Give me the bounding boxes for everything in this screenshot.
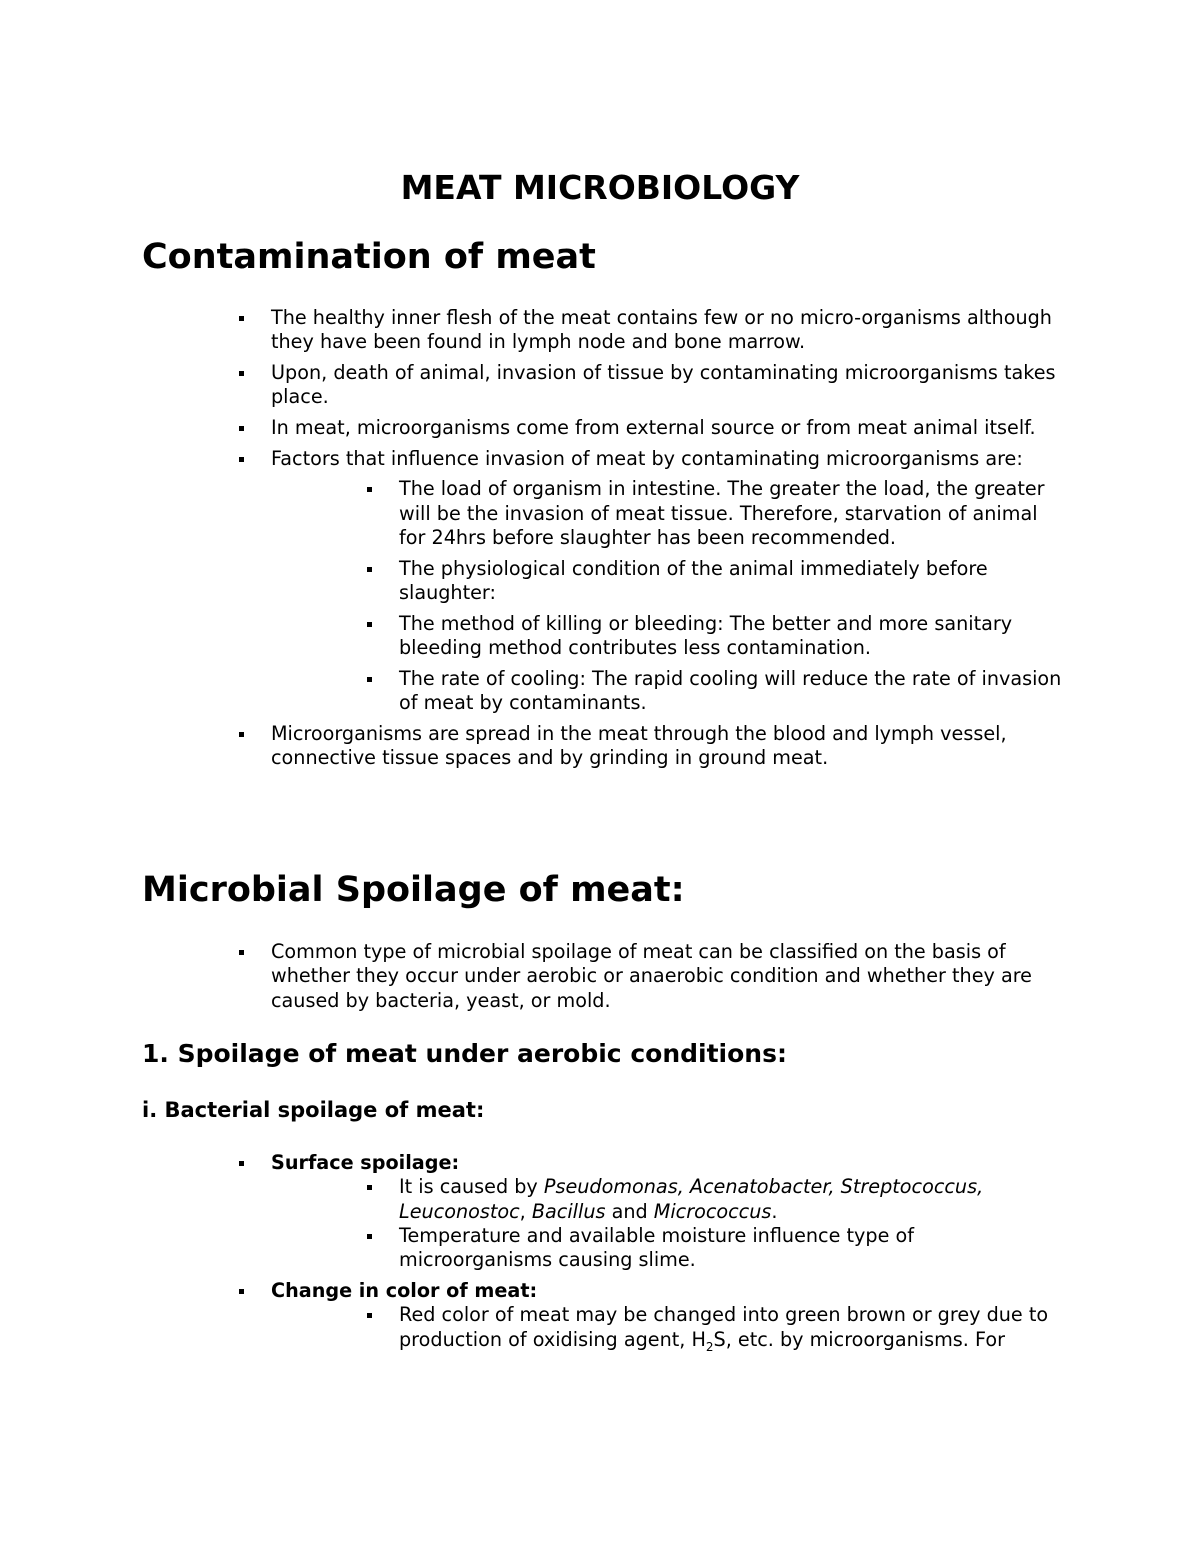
heading-aerobic-spoilage: 1. Spoilage of meat under aerobic conditions: [142, 1039, 787, 1068]
color-change-text: Red color of meat may be changed into green brown or grey due to production of oxidising agent, H [399, 1303, 1049, 1351]
list-item [399, 1303, 1069, 1352]
and-text: and [605, 1199, 654, 1223]
heading-contamination-of-meat: Contamination of meat [142, 237, 596, 277]
comma-text: , [519, 1199, 532, 1223]
list-item: Upon, death of animal, invasion of tissue by contaminating microorganisms takes place. [271, 361, 1071, 410]
spoilage-bullet-list [271, 940, 1071, 1019]
surface-spoilage-label: Surface spoilage: [271, 1151, 460, 1174]
period-text: . [771, 1199, 778, 1223]
list-item: Common type of microbial spoilage of meat can be classified on the basis of whether they occur under aerobic or anaerobic condition and whether they are caused by bacteria, yeast, or mold. [271, 940, 1071, 1013]
organism-names: Pseudomonas, Acenatobacter, Streptococcus, Leuconostoc [399, 1175, 984, 1223]
subscript-two: 2 [705, 1339, 714, 1354]
list-item: The rate of cooling: The rapid cooling will reduce the rate of invasion of meat by contaminants. [399, 667, 1069, 716]
heading-bacterial-spoilage: i. Bacterial spoilage of meat: [142, 1098, 485, 1122]
bacterial-spoilage-list [271, 1151, 1071, 1358]
surface-spoilage-sub-list [399, 1175, 1069, 1272]
heading-microbial-spoilage: Microbial Spoilage of meat: [142, 870, 685, 910]
list-item [271, 447, 1071, 715]
list-item [271, 1151, 1071, 1272]
organism-micrococcus: Micrococcus [653, 1199, 772, 1223]
caused-by-text: It is caused by [399, 1175, 544, 1199]
list-item: Temperature and available moisture influence type of microorganisms causing slime. [399, 1224, 1069, 1273]
document-title: MEAT MICROBIOLOGY [400, 168, 800, 207]
list-item [399, 1175, 1069, 1224]
organism-bacillus: Bacillus [531, 1199, 606, 1223]
list-item [271, 1279, 1071, 1352]
list-item: Microorganisms are spread in the meat through the blood and lymph vessel, connective tissue spaces and by grinding in ground meat. [271, 722, 1071, 771]
list-item: The healthy inner flesh of the meat contains few or no micro-organisms although they have been found in lymph node and bone marrow. [271, 306, 1071, 355]
contamination-bullet-list [271, 306, 1071, 777]
factors-intro-text: Factors that influence invasion of meat by contaminating microorganisms are: [271, 446, 1023, 470]
list-item: In meat, microorganisms come from external source or from meat animal itself. [271, 416, 1071, 440]
list-item: The physiological condition of the animal immediately before slaughter: [399, 557, 1069, 606]
color-change-text-end: S, etc. by microorganisms. For [713, 1327, 1005, 1351]
color-change-sub-list [399, 1303, 1069, 1352]
list-item: The load of organism in intestine. The greater the load, the greater will be the invasion of meat tissue. Therefore, starvation of animal for 24hrs before slaughter has been recommended. [399, 477, 1069, 550]
list-item: The method of killing or bleeding: The better and more sanitary bleeding method contributes less contamination. [399, 612, 1069, 661]
factors-sub-list [399, 477, 1069, 715]
color-change-label: Change in color of meat: [271, 1278, 538, 1302]
